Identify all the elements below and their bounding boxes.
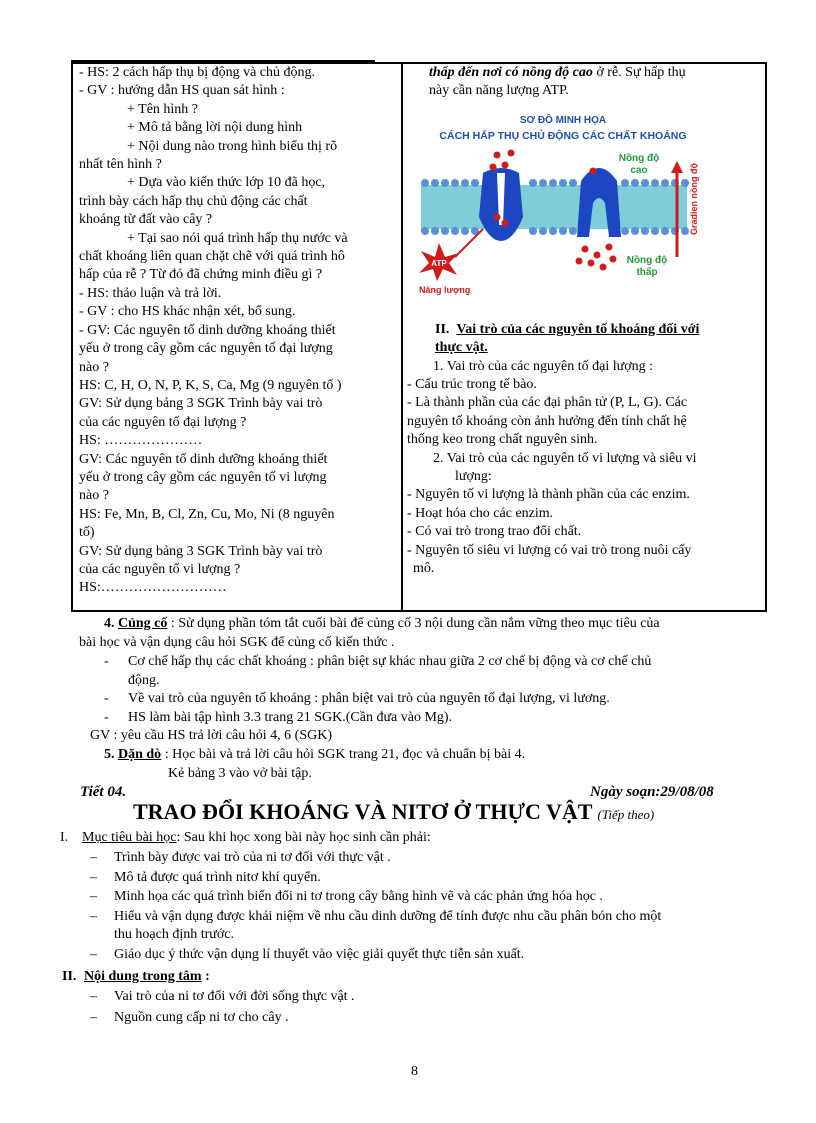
text-line: của các nguyên tố vi lượng ?: [79, 561, 241, 577]
title-text: TRAO ĐỔI KHOÁNG VÀ NITƠ Ở THỰC VẬT: [133, 799, 593, 824]
text-line: + Tại sao nói quá trình hấp thụ nước và: [127, 230, 348, 246]
text-line: [62, 968, 762, 987]
text-span: ở rễ. Sự hấp thụ: [592, 65, 686, 80]
section-number: 5.: [104, 747, 115, 762]
text-line: Kẻ bảng 3 vào vở bài tập.: [168, 765, 312, 781]
section-label: Mục tiêu bài học: [82, 830, 177, 845]
consolidation-section: [79, 615, 764, 652]
text-line: nào ?: [79, 488, 109, 504]
lesson-period: Tiết 04.: [80, 784, 127, 800]
active-transport-diagram: [413, 107, 713, 315]
text-line: 2. Vai trò của các nguyên tố vi lượng và siêu vi: [433, 450, 697, 466]
text-line: bài học và vận dụng câu hỏi SGK để củng cố kiến thức .: [79, 634, 395, 650]
energy-label: Năng lượng: [419, 284, 471, 295]
list-item: – Nguồn cung cấp ni tơ cho cây .: [90, 1009, 289, 1025]
list-item: – Mô tả được quá trình nitơ khí quyển.: [90, 869, 321, 885]
text-line: [104, 615, 764, 634]
text-line: - HS: 2 cách hấp thụ bị động và chủ động.: [79, 65, 316, 80]
text-line: này cần năng lượng ATP.: [429, 83, 569, 99]
text-line: HS:………………………: [79, 580, 227, 596]
high-concentration-label-1: Nồng độ: [618, 152, 660, 164]
text-line: - Nguyên tố vi lượng là thành phần của các enzim.: [407, 487, 690, 503]
text-line: - Hoạt hóa cho các enzim.: [407, 505, 554, 521]
list-item: – Vai trò của ni tơ đối với đời sống thực vật .: [90, 989, 355, 1004]
text-line: HS: Fe, Mn, B, Cl, Zn, Cu, Mo, Ni (8 nguyên: [79, 506, 335, 522]
list-text: Minh họa các quá trình biến đổi ni tơ trong cây bằng hình vẽ và các phản ứng hóa học .: [114, 889, 603, 904]
text-line: lượng:: [455, 469, 492, 485]
section-heading-cont: thực vật.: [435, 340, 488, 356]
text-line: GV : yêu cầu HS trả lời câu hỏi 4, 6 (SGK): [90, 728, 332, 743]
text-line: HS: …………………: [79, 433, 203, 449]
section-number: II.: [435, 321, 450, 337]
consolidation-bullets: [90, 653, 774, 746]
bullet-cont: động.: [128, 672, 160, 688]
objectives-section: [60, 829, 770, 848]
list-item: – Giáo dục ý thức vận dụng lí thuyết vào việc giải quyết thực tiễn sản xuất.: [90, 946, 525, 962]
objectives-list: [90, 849, 780, 964]
lesson-table: [71, 62, 767, 612]
low-concentration-label-1: Nồng độ: [626, 254, 668, 266]
text-line: của các nguyên tố đại lượng ?: [79, 414, 247, 430]
column-divider: [401, 64, 403, 610]
text-line: nào ?: [79, 359, 109, 375]
text-line: tố): [79, 525, 95, 541]
text-line: nguyên tố khoáng còn ảnh hưởng đến tính chất hệ: [407, 413, 687, 429]
list-text: Mô tả được quá trình nitơ khí quyển.: [114, 869, 321, 885]
atp-label: ATP: [431, 258, 447, 268]
text-line: yếu ở trong cây gồm các nguyên tố vi lượng: [79, 469, 327, 485]
diagram-title-1: SƠ ĐỒ MINH HỌA: [519, 114, 607, 126]
text-span: : Sau khi học xong bài này học sinh cần phải:: [176, 830, 431, 845]
diagram-title-2: CÁCH HẤP THỤ CHỦ ĐỘNG CÁC CHẤT KHOÁNG: [439, 129, 687, 142]
text-line: - Là thành phần của các đại phân tử (P, L, G). Các: [407, 395, 688, 411]
text-line: - Cấu trúc trong tế bào.: [407, 377, 537, 393]
list-text: Vai trò của ni tơ đối với đời sống thực vật .: [114, 989, 355, 1004]
text-line: chất khoáng liên quan chặt chẽ với quá trình hô: [79, 249, 345, 265]
text-line: HS: C, H, O, N, P, K, S, Ca, Mg (9 nguyên tố ): [79, 377, 342, 393]
page-title: [133, 799, 654, 825]
bullet-text: Cơ chế hấp thụ các chất khoáng : phân biệt sự khác nhau giữa 2 cơ chế bị động và cơ chế chủ: [128, 654, 652, 669]
text-line: GV: Sử dụng bảng 3 SGK Trình bày vai trò: [79, 543, 323, 559]
section-heading: [407, 321, 759, 339]
text-line: mô.: [413, 561, 435, 577]
teacher-student-column: [79, 64, 395, 598]
section-number: 4.: [104, 616, 115, 631]
section-label: Củng cố: [118, 616, 168, 631]
text-line: - GV : hướng dẫn HS quan sát hình :: [79, 83, 285, 99]
key-content-list: [90, 988, 780, 1027]
section-label: Dặn dò: [118, 747, 162, 762]
gradient-arrow-head: [671, 161, 683, 173]
key-content-section: [62, 968, 762, 987]
page-number: 8: [411, 1064, 418, 1079]
diagram-svg: [413, 107, 713, 315]
high-concentration-label-2: cao: [630, 164, 648, 176]
low-concentration-label-2: thấp: [636, 266, 658, 278]
text-line: 1. Vai trò của các nguyên tố đại lượng :: [433, 358, 654, 374]
section-title: Vai trò của các nguyên tố khoáng đối với: [456, 321, 700, 337]
text-line: nhất tên hình ?: [79, 157, 162, 173]
text-line: - Nguyên tố siêu vi lượng có vai trò trong nuôi cấy: [407, 542, 692, 558]
emphasis-text: thấp đến nơi có nồng độ cao: [429, 65, 593, 80]
text-line: yếu ở trong cây gồm các nguyên tố đại lượng: [79, 341, 333, 357]
text-span: : Sử dụng phần tóm tắt cuối bài để củng cố 3 nội dung cần nắm vững theo mục tiêu của: [167, 616, 660, 631]
text-span: : Học bài và trả lời câu hỏi SGK trang 21, đọc và chuẩn bị bài 4.: [161, 747, 526, 762]
content-column: [407, 64, 759, 579]
text-line: [104, 746, 764, 765]
title-subtitle: (Tiếp theo): [597, 807, 655, 822]
bullet-item: - Cơ chế hấp thụ các chất khoáng : phân biệt sự khác nhau giữa 2 cơ chế bị động và cơ chế chủ: [104, 654, 652, 669]
text-line: khoáng từ đất vào cây ?: [79, 212, 213, 228]
text-line: thống keo trong chất nguyên sinh.: [407, 432, 598, 448]
text-line: [60, 829, 770, 848]
list-text: Giáo dục ý thức vận dụng lí thuyết vào việc giải quyết thực tiễn sản xuất.: [114, 946, 525, 962]
membrane-band: [421, 185, 687, 229]
list-item: – Trình bày được vai trò của ni tơ đối với thực vật .: [90, 850, 391, 865]
bullet-item: - HS làm bài tập hình 3.3 trang 21 SGK.(Cần đưa vào Mg).: [104, 709, 453, 725]
preparation-date: Ngày soạn:29/08/08: [590, 784, 714, 800]
text-line: - GV: Các nguyên tố dinh dưỡng khoáng thiết: [79, 322, 336, 338]
text-line: GV: Sử dụng bảng 3 SGK Trình bày vai trò: [79, 396, 323, 412]
atp-arrow: [455, 229, 483, 257]
text-line: - Có vai trò trong trao đổi chất.: [407, 524, 582, 540]
text-line: + Dựa vào kiến thức lớp 10 đã học,: [127, 175, 326, 191]
list-text: Trình bày được vai trò của ni tơ đối với thực vật .: [114, 850, 391, 865]
text-line: GV: Các nguyên tố dinh dưỡng khoáng thiết: [79, 451, 328, 467]
section-number: II.: [62, 969, 77, 984]
list-item: – Minh họa các quá trình biến đổi ni tơ trong cây bằng hình vẽ và các phản ứng hóa học .: [90, 889, 603, 904]
bullet-text: HS làm bài tập hình 3.3 trang 21 SGK.(Cần đưa vào Mg).: [128, 709, 453, 725]
list-text: Nguồn cung cấp ni tơ cho cây .: [114, 1009, 289, 1025]
section-label: Nội dung trong tâm: [84, 969, 202, 984]
text-line: hấp của rễ ? Từ đó đã chứng minh điều gì ?: [79, 267, 323, 283]
text-line: + Nội dung nào trong hình biểu thị rõ: [127, 138, 338, 154]
list-item: – Hiểu và vận dụng được khái niệm về nhu cầu dinh dưỡng để tính được nhu cầu phân bón cho một: [90, 908, 662, 924]
list-text: Hiểu và vận dụng được khái niệm về nhu cầu dinh dưỡng để tính được nhu cầu phân bón cho một: [114, 908, 662, 924]
bullet-text: Về vai trò của nguyên tố khoáng : phân biệt vai trò của nguyên tố đại lượng, vi lương.: [128, 691, 610, 706]
list-cont: thu hoạch định trước.: [114, 927, 234, 942]
section-number: I.: [60, 830, 69, 845]
text-line: + Tên hình ?: [127, 101, 199, 117]
bullet-item: - Về vai trò của nguyên tố khoáng : phân biệt vai trò của nguyên tố đại lượng, vi lương.: [104, 691, 610, 706]
homework-section: [104, 746, 764, 783]
text-span: :: [201, 969, 210, 984]
text-line: - HS: thảo luận và trả lời.: [79, 285, 222, 301]
text-line: + Mô tả bằng lời nội dung hình: [127, 120, 303, 136]
text-line: [407, 64, 759, 82]
text-line: - GV : cho HS khác nhận xét, bổ sung.: [79, 304, 296, 320]
gradient-label: Gradien nồng độ: [689, 162, 699, 235]
text-line: trình bày cách hấp thụ chủ động các chất: [79, 193, 308, 209]
